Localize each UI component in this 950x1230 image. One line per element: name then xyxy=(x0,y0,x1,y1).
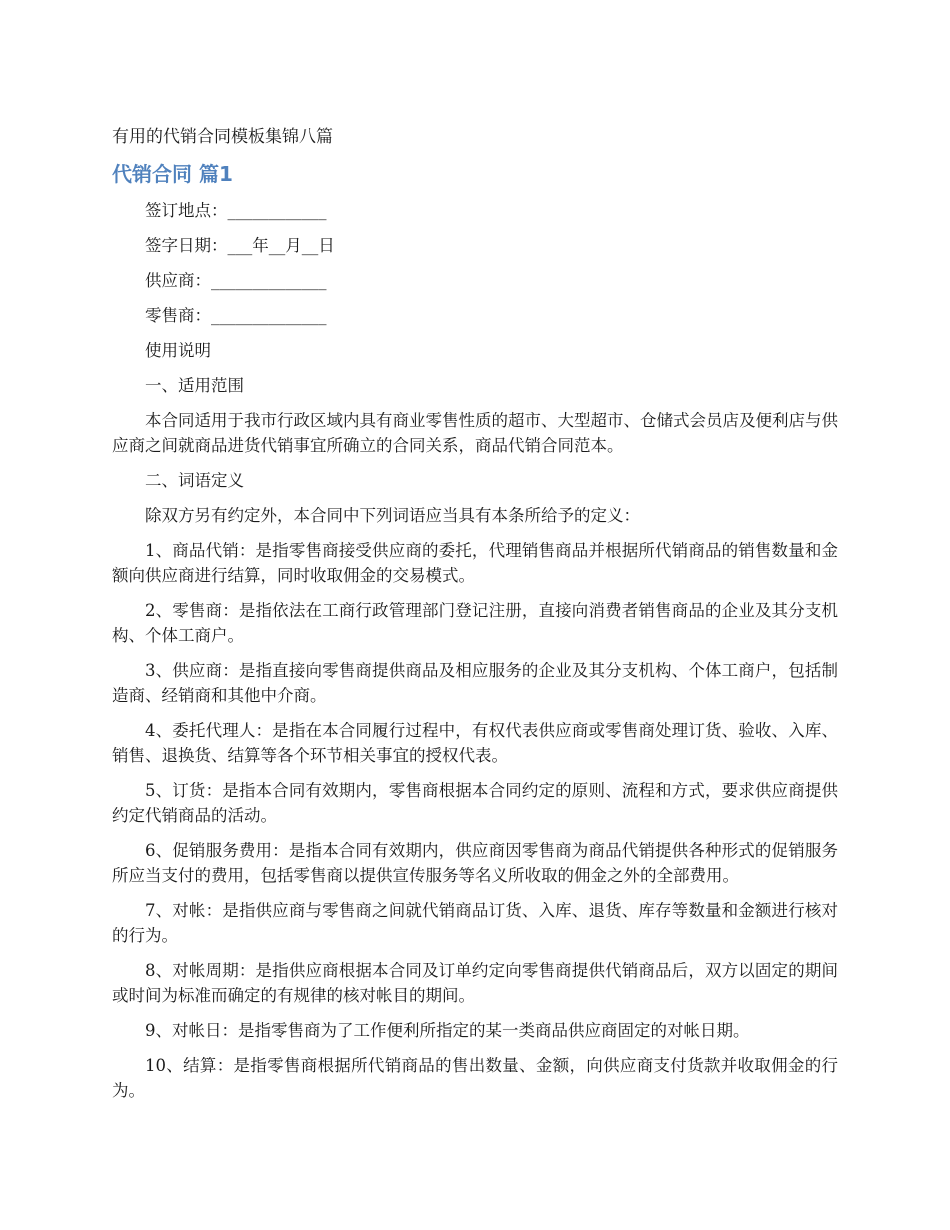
paragraph-definition-7: 7、对帐：是指供应商与零售商之间就代销商品订货、入库、退货、库存等数量和金额进行核对的行为。 xyxy=(112,901,838,945)
paragraph-definition-5: 5、订货：是指本合同有效期内，零售商根据本合同约定的原则、流程和方式，要求供应商提供约定代销商品的活动。 xyxy=(112,781,838,825)
paragraph-definition-2: 2、零售商：是指依法在工商行政管理部门登记注册，直接向消费者销售商品的企业及其分支机构、个体工商户。 xyxy=(112,601,838,645)
paragraph-signing-date: 签字日期：___年__月__日 xyxy=(145,236,335,255)
paragraph-scope-heading: 一、适用范围 xyxy=(145,376,244,395)
paragraph-signing-place: 签订地点：____________ xyxy=(145,201,327,220)
paragraph-retailer: 零售商：______________ xyxy=(145,306,327,325)
paragraph-definitions-heading: 二、词语定义 xyxy=(145,471,244,490)
paragraph-definition-1: 1、商品代销：是指零售商接受供应商的委托，代理销售商品并根据所代销商品的销售数量和金额向供应商进行结算，同时收取佣金的交易模式。 xyxy=(112,541,838,585)
paragraph-usage-notes: 使用说明 xyxy=(145,341,211,360)
paragraph-scope-body: 本合同适用于我市行政区域内具有商业零售性质的超市、大型超市、仓储式会员店及便利店与供应商之间就商品进货代销事宜所确立的合同关系，商品代销合同范本。 xyxy=(112,411,838,455)
section-heading: 代销合同 篇1 xyxy=(112,162,233,186)
paragraph-definition-8: 8、对帐周期：是指供应商根据本合同及订单约定向零售商提供代销商品后，双方以固定的期间或时间为标准而确定的有规律的核对帐目的期间。 xyxy=(112,961,838,1005)
paragraph-definition-6: 6、促销服务费用：是指本合同有效期内，供应商因零售商为商品代销提供各种形式的促销服务所应当支付的费用，包括零售商以提供宣传服务等名义所收取的佣金之外的全部费用。 xyxy=(112,841,838,885)
paragraph-definition-10: 10、结算：是指零售商根据所代销商品的售出数量、金额，向供应商支付货款并收取佣金的行为。 xyxy=(112,1056,838,1100)
paragraph-supplier: 供应商：______________ xyxy=(145,271,327,290)
paragraph-definition-4: 4、委托代理人：是指在本合同履行过程中，有权代表供应商或零售商处理订货、验收、入库、销售、退换货、结算等各个环节相关事宜的授权代表。 xyxy=(112,721,838,765)
document-title: 有用的代销合同模板集锦八篇 xyxy=(112,127,333,147)
paragraph-definitions-intro: 除双方另有约定外，本合同中下列词语应当具有本条所给予的定义： xyxy=(145,506,640,525)
paragraph-definition-9: 9、对帐日：是指零售商为了工作便利所指定的某一类商品供应商固定的对帐日期。 xyxy=(145,1021,750,1040)
paragraph-definition-3: 3、供应商：是指直接向零售商提供商品及相应服务的企业及其分支机构、个体工商户，包括制造商、经销商和其他中介商。 xyxy=(112,661,838,705)
